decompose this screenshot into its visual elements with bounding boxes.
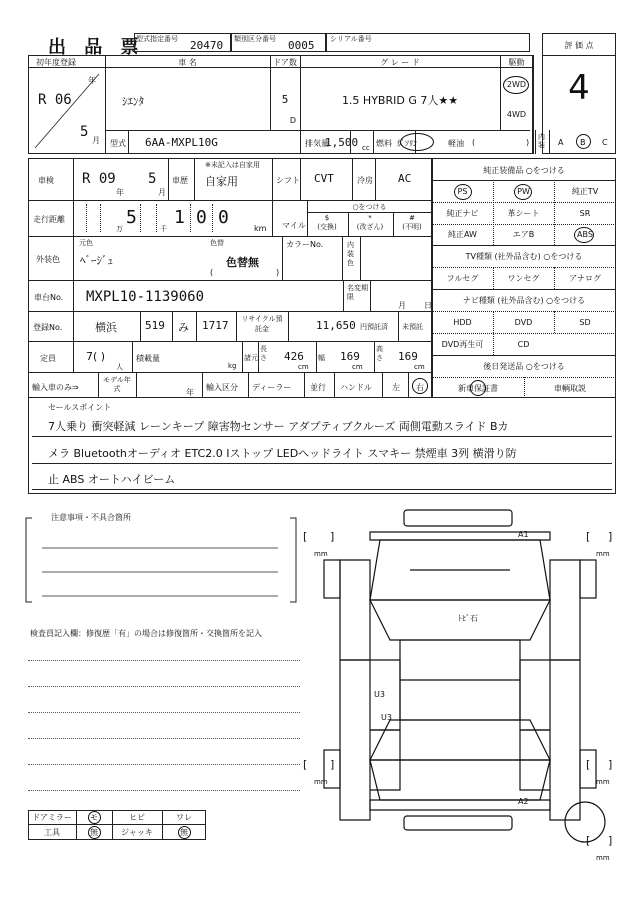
first-reg-month: 5	[80, 124, 89, 140]
bracket-fr-open: [	[586, 530, 591, 543]
length-value: 426	[284, 350, 304, 363]
fuel-gasoline: ｶﾞｿﾘﾝ	[397, 139, 417, 148]
damage-u3-b: U3	[381, 713, 392, 722]
car-name: ｼｴﾝﾀ	[122, 95, 144, 108]
jack-value: 無	[180, 828, 188, 837]
sales-label: セールスポイント	[48, 403, 112, 412]
bracket-rl-open: [	[303, 758, 308, 771]
mirror-value-circle	[88, 811, 101, 824]
score-value: 4	[568, 68, 590, 108]
capacity-label: 定員	[40, 354, 56, 363]
inspection-month: 5	[148, 171, 157, 187]
tools-value-circle	[88, 826, 101, 839]
bracket-rr-open: [	[586, 758, 591, 771]
tampered-label: * (改ざん)	[356, 214, 384, 231]
equip-airbag: エアB	[512, 230, 535, 239]
tv-header: TV種類 (社外品含む) ○をつける	[465, 252, 583, 261]
mark-circle-label: ○をつける	[352, 203, 387, 211]
capacity-unit: 人	[116, 363, 123, 371]
class-no: 0005	[288, 39, 315, 52]
first-reg-year-suffix: 年	[88, 76, 96, 85]
model-year-suffix: 年	[186, 388, 194, 397]
mirror-label: ドアミラー	[32, 813, 72, 822]
mileage-unit: km	[254, 224, 267, 233]
mileage-man-unit: 万	[116, 225, 123, 233]
repaint-paren-close: )	[276, 268, 280, 277]
mm-rl: mm	[314, 778, 328, 786]
interior-b-circle	[576, 134, 591, 149]
equip-ps-circle	[454, 184, 472, 200]
orig-color: ﾍﾞｰｼﾞｭ	[80, 254, 113, 267]
mm-fl: mm	[314, 550, 328, 558]
recycle-amount: 11,650	[316, 319, 356, 332]
navi-cd: CD	[517, 340, 530, 349]
load-unit: kg	[228, 362, 237, 370]
reg-no: 1717	[202, 319, 229, 332]
grade-value: 1.5 HYBRID G 7人★★	[341, 94, 459, 107]
mileage-hundreds: 0	[196, 207, 207, 228]
inspection-month-suffix: 月	[158, 188, 166, 197]
jack-label: ジャッキ	[121, 828, 153, 837]
ac-value: AC	[398, 172, 412, 185]
model-label: 型式	[110, 139, 126, 148]
shift-label: シフト	[276, 176, 300, 185]
model-year-label: モデル年式	[103, 376, 131, 393]
damage-u3-a: U3	[374, 690, 385, 699]
repaint-value: 色替無	[226, 256, 259, 269]
sales-line-3: 止 ABS オートハイビーム	[48, 473, 176, 486]
model-cert-label: 型式指定番号	[136, 35, 178, 43]
height-unit: cm	[414, 363, 425, 371]
sheet-title: 出 品 票	[48, 37, 145, 58]
model-value: 6AA-MXPL10G	[145, 136, 218, 149]
reg-label: 登録No.	[33, 323, 63, 332]
load-label: 積載量	[136, 354, 160, 363]
interior-color-label: 内装色	[347, 241, 354, 267]
equip-navi: 純正ナビ	[446, 209, 479, 218]
history-value: 自家用	[205, 175, 238, 188]
width-unit: cm	[352, 363, 363, 371]
repaint-label: 色替	[210, 239, 224, 247]
sales-line-1: 7人乗り 衝突軽減 レーンキープ 障害物センサー アダプティブクルーズ 両側電動スライド Bカ	[48, 420, 509, 433]
grade-label: グ レ ー ド	[380, 58, 420, 67]
genuine-header: 純正装備品 ○をつける	[483, 165, 565, 175]
equip-leather: 革シート	[507, 209, 540, 218]
doc-warranty: 新車保証書	[458, 383, 498, 393]
tv-fullseg: フルセグ	[446, 274, 479, 283]
tools-label: 工具	[44, 828, 60, 837]
displacement-label: 排気量	[305, 139, 329, 148]
bracket-rr-close: ]	[608, 758, 613, 771]
door-count: 5	[281, 93, 289, 106]
name-change-label: 名変期限	[347, 284, 368, 301]
mileage-label: 走行距離	[33, 215, 65, 224]
first-reg-month-suffix: 月	[92, 136, 100, 145]
damage-a1: A1	[518, 530, 529, 539]
mileage-sen-unit: 千	[160, 225, 167, 233]
equip-aw: 純正AW	[448, 230, 477, 239]
ac-label: 冷房	[357, 176, 373, 185]
car-name-label: 車 名	[178, 58, 197, 67]
width-value: 169	[340, 350, 360, 363]
doc-manual: 車輌取説	[554, 383, 586, 393]
car-damage-diagram	[300, 500, 620, 870]
caution-label: 注意事項・不具合箇所	[48, 512, 134, 523]
model-cert-no: 20470	[190, 39, 224, 52]
mileage-man: 5	[126, 207, 137, 228]
navi-header: ナビ種類 (社外品含む) ○をつける	[462, 296, 586, 305]
capacity-value: 7( )	[86, 350, 106, 363]
sales-line-2: メラ Bluetoothオーディオ ETC2.0 Iストップ LEDヘッドライト スマキー 禁煙車 3列 横滑り防	[48, 447, 517, 460]
drive-2wd-circle	[503, 76, 529, 94]
reg-place: 横浜	[95, 321, 117, 334]
first-reg-label: 初年度登録	[36, 58, 76, 67]
tv-analog: アナログ	[569, 274, 601, 283]
inspection-era: R 09	[82, 171, 116, 187]
damage-tobi: ﾄﾋﾞ石	[458, 614, 478, 623]
class-label: 類別区分番号	[234, 35, 276, 43]
unknown-label: # (不明)	[402, 214, 422, 231]
repaint-paren-open: (	[210, 268, 214, 277]
reg-class: 519	[145, 319, 165, 332]
orig-color-label: 元色	[79, 239, 93, 247]
shift-value: CVT	[314, 172, 334, 185]
history-label: 車歴	[172, 176, 188, 185]
displacement-value: 1,500	[325, 136, 359, 149]
history-note: ※未記入は自家用	[205, 161, 260, 169]
drive-4wd: 4WD	[506, 110, 527, 119]
bracket-fl-close: ]	[330, 530, 335, 543]
fuel-paren-close: )	[526, 138, 530, 147]
width-label: 幅	[318, 354, 325, 362]
navi-dvd: DVD	[514, 318, 533, 327]
equip-pw-circle	[514, 184, 532, 200]
interior-a: A	[558, 138, 564, 147]
equip-abs: ABS	[577, 230, 593, 239]
fuel-diesel: 軽油	[448, 139, 464, 148]
vin-label: 車台No.	[34, 293, 64, 302]
recycle-label: リサイクル預託金	[241, 315, 283, 333]
navi-hdd: HDD	[453, 318, 472, 327]
mileage-tens: 0	[218, 207, 229, 228]
color-label: 外装色	[36, 255, 60, 264]
bracket-rl-close: ]	[330, 758, 335, 771]
inspector-label: 検査員記入欄：修復歴「有」の場合は修復箇所・交換箇所を記入	[30, 629, 262, 638]
door-sub: D	[289, 116, 297, 125]
doc-warranty-circle	[470, 380, 486, 396]
fuel-paren-open: (	[472, 138, 476, 147]
vin-value: MXPL10-1139060	[86, 289, 205, 305]
doors-label: ドア数	[273, 58, 297, 67]
damage-a2: A2	[518, 797, 529, 806]
tv-oneseg: ワンセグ	[507, 274, 540, 283]
interior-b: B	[580, 138, 586, 147]
serial-label: シリアル番号	[330, 35, 372, 43]
mile-label: マイル	[282, 221, 306, 230]
equip-ps: PS	[457, 187, 468, 196]
recycle-unit: 円預託済	[360, 323, 388, 331]
interior-c: C	[602, 138, 608, 147]
bracket-spare-close: ]	[608, 834, 613, 847]
handle-left: 左	[392, 383, 400, 392]
equip-sr: SR	[579, 209, 591, 218]
handle-right: 右	[416, 383, 424, 392]
handle-right-circle	[412, 378, 428, 394]
fuel-gasoline-circle	[400, 133, 434, 151]
doc-header: 後日発送品 ○をつける	[483, 362, 565, 371]
import-label: 輸入車のみ⇒	[32, 383, 79, 392]
tools-value: 無	[90, 828, 98, 837]
bracket-spare-open: [	[586, 834, 591, 847]
length-unit: cm	[298, 363, 309, 371]
mileage-sen: 1	[174, 207, 185, 228]
name-change-month: 月	[398, 301, 406, 310]
equip-tv: 純正TV	[571, 187, 599, 196]
handle-label: ハンドル	[340, 383, 372, 392]
import-type-label: 輸入区分	[206, 383, 238, 392]
fuel-label: 燃料	[376, 139, 392, 148]
bracket-fr-close: ]	[608, 530, 613, 543]
height-value: 169	[398, 350, 418, 363]
drive-2wd: 2WD	[506, 80, 527, 89]
first-reg-year: R 06	[38, 92, 72, 108]
equip-pw: PW	[517, 187, 530, 196]
import-dealer: ディーラー	[252, 383, 292, 392]
inspection-label: 車検	[38, 176, 54, 185]
jack-value-circle	[178, 826, 191, 839]
drive-label: 駆動	[508, 58, 525, 67]
height-label: 高さ	[376, 345, 383, 362]
mirror-value: モ	[90, 813, 98, 822]
exchanged-label: $ (交換)	[317, 214, 337, 231]
displacement-unit: cc	[362, 144, 370, 152]
crack-label: ヒビ	[129, 813, 145, 822]
name-change-day: 日	[424, 301, 432, 310]
mm-spare: mm	[596, 854, 610, 862]
mm-rr: mm	[596, 778, 610, 786]
length-label: 長さ	[260, 345, 267, 362]
interior-label: 内装	[538, 133, 545, 149]
mm-fr: mm	[596, 550, 610, 558]
inspection-year-suffix: 年	[116, 188, 124, 197]
equip-abs-circle	[574, 227, 594, 243]
score-label: 評 価 点	[564, 41, 594, 50]
reg-kana: み	[178, 321, 189, 334]
break-label: ワレ	[176, 813, 192, 822]
navi-dvd-play: DVD再生可	[441, 340, 484, 349]
color-no-label: カラーNo.	[286, 240, 324, 249]
import-parallel: 並行	[310, 383, 326, 392]
bracket-fl-open: [	[303, 530, 308, 543]
navi-sd: SD	[579, 318, 591, 327]
dims-label: 諸元	[244, 354, 258, 362]
caution-bracket	[22, 514, 300, 608]
recycle-not: 未預託	[402, 323, 423, 331]
